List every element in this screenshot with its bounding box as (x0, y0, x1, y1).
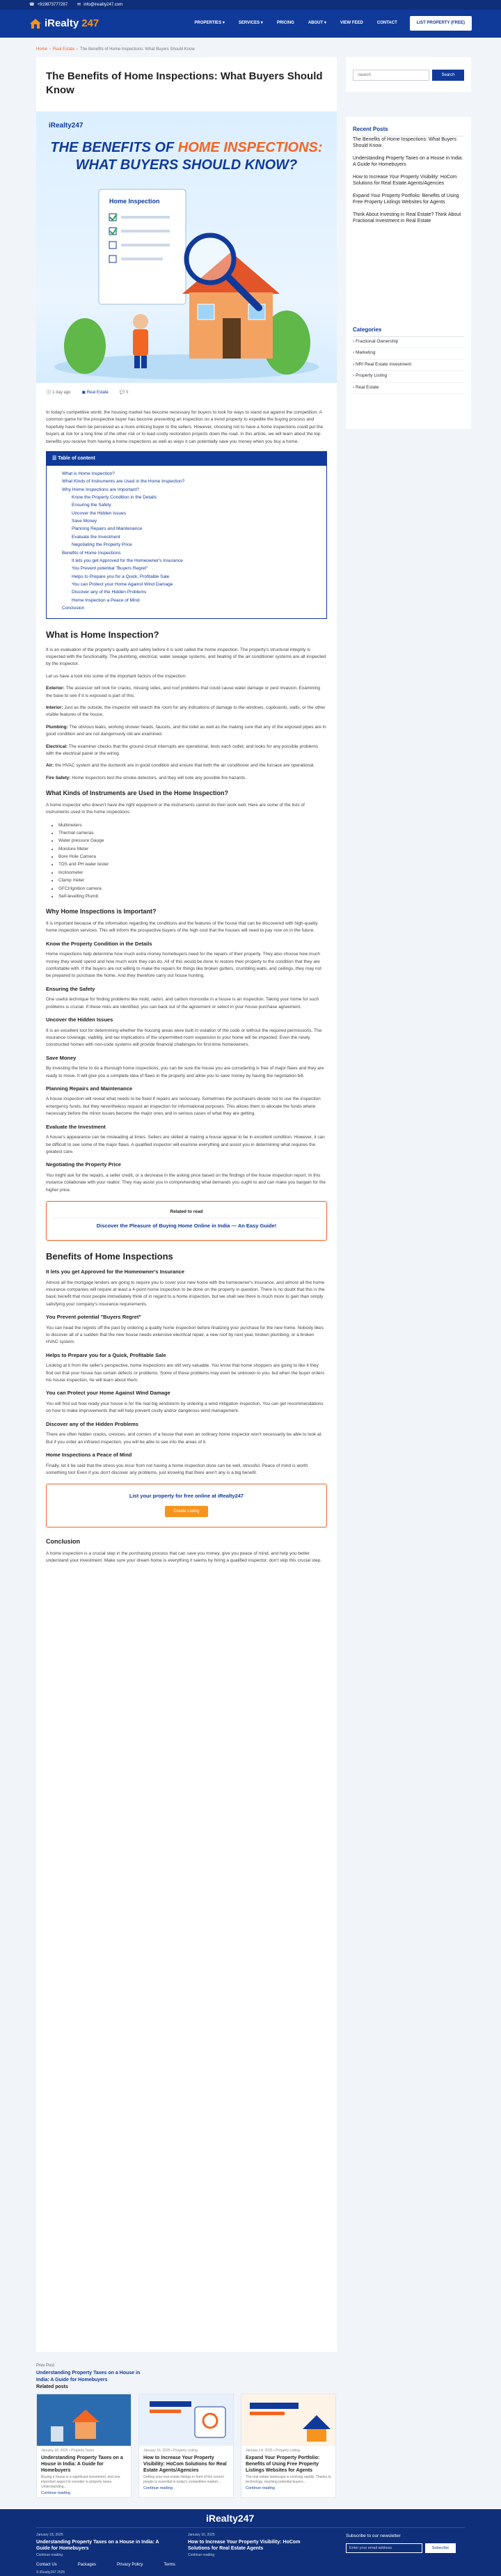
related-post-title[interactable]: How to Increase Your Property Visibility: HoCom Solutions for Real Estate Agents/Agencies (143, 2456, 227, 2474)
subsection-heading: It lets you get Approved for the Homeowner's Insurance (46, 1269, 185, 1275)
category-link[interactable]: › Marketing (353, 348, 464, 359)
hero-subtitle: WHAT BUYERS SHOULD KNOW? (75, 157, 298, 173)
footer-logo[interactable]: iRealty247 (206, 2513, 255, 2524)
toc-item[interactable]: What Kinds of Instruments are Used in the Home Inspection? (62, 479, 185, 485)
search-button[interactable]: Search (432, 70, 464, 81)
paragraph (46, 775, 327, 782)
search-input[interactable] (353, 70, 429, 81)
hero-title-accent: HOME INSPECTIONS: (177, 140, 323, 155)
hero-title-part: THE BENEFITS OF (50, 140, 178, 155)
top-contact-bar (0, 0, 501, 10)
intro-paragraph: In today's competitive world, the housing market has become necessary for buyers to look for ways to stand out against the competition. A common game for the prospective buyer has become preventing an inspection on a trend property to expedite the buying process and hopefully have them be perceived as a more enticing buyer to the sellers. However, choosing not to have a home inspections could put the buyers at risk for a long time of the other risk or to lead costly restoration projects down the road. In this article, we will learn about the top benefits you receive from having a home inspections as well as ways it can potentially save you money when you buy a home. (46, 410, 324, 444)
footer-post-date: January 18, 2025 (36, 2533, 63, 2537)
related-read-link[interactable]: Discover the Pleasure of Buying Home Online in India — An Easy Guide! (96, 1223, 277, 1230)
paragraph: It is important because of the information regarding the conditions and the features of the house that can be discovered with high-quality home inspection services. This will inform the prospective buyers of the high cost that the houses will need to pay now on in the future. (46, 920, 318, 934)
recent-posts-title: Recent Posts (353, 125, 464, 136)
footer-post-more[interactable]: Continue reading (188, 2553, 215, 2558)
recent-post-link[interactable]: Think About Investing in Real Estate? Think About Fractional Investment in Real Estate (353, 212, 461, 223)
paragraph (46, 685, 327, 700)
related-post-title[interactable]: Understanding Property Taxes on a House in India: A Guide for Homebuyers (41, 2456, 123, 2474)
sidebar-search-widget (346, 57, 471, 92)
toc-item[interactable]: Benefits of Home Inspections (62, 550, 121, 556)
section-heading: Benefits of Home Inspections (46, 1250, 173, 1262)
subscribe-button[interactable]: Subscribe (425, 2543, 456, 2553)
related-post-thumb (139, 2394, 233, 2446)
main-nav (195, 20, 397, 26)
paragraph (46, 744, 327, 758)
paragraph: You can head the regrets off the past by ordering a quality home inspection before finalizing your purchase for the new home. Nobody likes to discover all of a sudden that the new house needs extensive electrical repair, a new roof by next year, broken plumbing, or a broken HVAC system. (46, 1325, 324, 1345)
paragraph (46, 724, 327, 739)
instrument-item: • Clamp meter (58, 877, 327, 884)
post-category-text: Real Estate (86, 391, 109, 395)
toc-item[interactable]: Evaluate the Investment (72, 534, 120, 540)
subsection-heading: Negotiating the Property Price (46, 1161, 121, 1168)
instrument-item: • Moisture Meter (58, 845, 327, 853)
paragraph: A house inspection will reveal what needs to be fixed if repairs are necessary. Sometimes the purchasers decide not to use the inspection emergency funds, but they nevertheless request an inspection for informational purposes. This allows them to allocate the funds where necessary before the minor issues become the major ones and in serious cases of what they are getting. (46, 1097, 321, 1117)
paragraph: A home inspection is a crucial step in the purchasing process that can save you money, give you peace of mind, and help you better understand your investment. Make sure your dream home is everything it seems by hiring a qualified inspector, don't skip this crucial step. (46, 1550, 322, 1564)
property-tax-thumb-icon (37, 2394, 131, 2446)
instrument-list (58, 822, 327, 901)
section-heading: Why Home Inspections is Important? (46, 908, 157, 916)
recent-post-link[interactable]: How to Increase Your Property Visibility: HoCom Solutions for Real Estate Agents/Agencies (353, 174, 457, 187)
instrument-item: • Bore Hole Camera (58, 853, 327, 861)
nav-properties[interactable]: PROPERTIES ▾ (195, 20, 225, 26)
category-link[interactable]: › Real Estate (353, 383, 464, 394)
logo-text: iRealty (45, 17, 79, 29)
post-date-text: 1 day ago (52, 391, 71, 395)
post-meta (46, 390, 128, 395)
prev-post-label: Prev Post (36, 2364, 55, 2368)
paragraph: It is an excellent tool for determining whether the housing areas were built in violation of the code or without the required permissions. The insurance coverage, viability, and tax implications of the unpermitted room expansion to your home will be impacted. Even the newly constructed homes with non-code systems will provide financial challenges for first-time homeowners. (46, 1028, 322, 1048)
toc-item[interactable]: You can Protect your Home Against Wind Damage (72, 582, 173, 587)
toc-item[interactable]: Conclusion (62, 606, 85, 611)
list-property-button[interactable]: LIST PROPERTY (FREE) (410, 16, 472, 30)
nav-about[interactable]: ABOUT ▾ (308, 20, 326, 26)
phone-contact[interactable]: ☎ +919873777287 (29, 2, 68, 7)
toc-header[interactable]: ☰ Table of content (47, 452, 326, 466)
footer-divider (36, 2527, 465, 2528)
categories-title: Categories (353, 326, 464, 337)
footer-link-privacy[interactable]: Privacy Policy (117, 2563, 143, 2567)
paragraph: Finally, let it be said that the stress you incur from not having a home inspection done can be well, stressful. Peace of mind is worth something too! Even if you don't discover any problems, just knowing that there aren't any is a big benefit. (46, 1463, 308, 1475)
phone-text: +919873777287 (37, 2, 68, 7)
portfolio-thumb-icon (241, 2394, 335, 2446)
subsection-heading: Discover any of the Hidden Problems (46, 1420, 138, 1427)
term-label: Electrical: (46, 744, 68, 749)
newsletter-email-input[interactable]: Enter your email address (346, 2543, 422, 2553)
breadcrumb-home[interactable]: Home (36, 47, 48, 52)
subsection-heading: You Prevent potential "Buyers Regret" (46, 1314, 142, 1321)
footer-post[interactable] (36, 2533, 168, 2558)
article-card (36, 57, 337, 2352)
toc-item[interactable]: Know the Property Condition in the Details (72, 494, 157, 500)
term-label: Fire Safety: (46, 775, 71, 780)
nav-services[interactable]: SERVICES ▾ (239, 20, 263, 26)
related-post-thumb (37, 2394, 131, 2446)
newsletter-form (346, 2533, 471, 2553)
section-heading: What is Home Inspection? (46, 629, 159, 640)
post-category[interactable]: ▣ Real Estate (81, 391, 109, 395)
subsection-heading: Save Money (46, 1054, 77, 1061)
subsection-heading: You can Protect your Home Against Wind Damage (46, 1390, 170, 1397)
related-post-meta: January 18, 2025 • Property Taxes (41, 2449, 95, 2453)
instrument-item: • Thermal cameras (58, 829, 327, 837)
term-text: The assessor will look for cracks, missing sides, and roof problems that could cause water damage or pest invasion. Examining the base to see if it is exposed is part of this. (46, 686, 321, 698)
toc-item[interactable]: Uncover the Hidden Issues (72, 510, 127, 516)
create-listing-button[interactable]: Create Listing (165, 1506, 207, 1517)
recent-post-link[interactable]: Expand Your Property Portfolio: Benefits of Using Free Property Listings Websites for Agents (353, 193, 459, 205)
prev-post-title[interactable]: Understanding Property Taxes on a House in India: A Guide for Homebuyers (36, 2371, 141, 2383)
breadcrumb-category[interactable]: Real Estate (53, 47, 75, 52)
site-header (0, 10, 501, 38)
paragraph: You will find out how ready your house is for the real big windstorm by ordering a wind mitigation inspection. You can get recommendations on how to make improvements that will help prevent costly and/or dangerous wind management. (46, 1401, 324, 1414)
house-logo-icon (29, 18, 42, 29)
paragraph: One useful technique for finding problems like mold, radon, and carbon monoxide in a house is an inspection. Taking your home for such problems is crucial. If these risks are identified, you can back out of the agreement or select in your house purchase agreement. (46, 997, 319, 1010)
paragraph: By investing the time to do a thorough home inspections, you can be sure the house you are considering is free of major flaws and they are ready to move. It will give you a complete idea of flaws in the property and allow you to save money by having the negotiation bill. (46, 1066, 324, 1078)
footer-link-contact[interactable]: Contact Us (36, 2563, 57, 2567)
toc-item[interactable]: You Prevent potential "Buyers Regret" (72, 566, 148, 572)
instrument-item: • Inclinometer (58, 869, 327, 877)
paragraph: Almost all the mortgage lenders are going to require you to cover your new home with the homeowner's insurance, and almost all the home insurance companies will require at least a 4-point home inspection to be done on the property in question. There is no doubt that this is the basic benefit that most people immediately think of in regard to a home inspection, but we shall see there is much more to gain than simply satisfying your company's insurance requirements. (46, 1280, 325, 1307)
related-post-card[interactable] (138, 2394, 234, 2498)
subsection-heading: Planning Repairs and Maintenance (46, 1085, 133, 1092)
related-post-excerpt: The real estate landscape is evolving rapidly. Thanks to technology, reaching potential buyers... (246, 2475, 331, 2485)
prev-post-nav[interactable] (36, 2363, 148, 2384)
paragraph (46, 705, 327, 719)
email-text: info@ireality247.com (84, 2, 123, 7)
related-posts (36, 2394, 337, 2498)
related-post-meta: January 16, 2025 • Property Listing (143, 2449, 198, 2453)
footer-post-date: January 16, 2025 (188, 2533, 215, 2537)
hero-image (36, 111, 337, 383)
recent-posts-widget (346, 117, 471, 317)
paragraph: Home inspections help determine how much extra money homebuyers need for the repairs of their property. They also choose how much money they would spend and how much work they can do. All of this would be done to restore their property to the condition that they are comfortable with. If the buyers are not willing to make the repairs for things like broken gutters, crumbling walls, and ceilings, they may not be prepared to purchase the home. And they therefore carry out house hunting. (46, 952, 321, 979)
toc-item[interactable]: Why Home Inspections are Important? (62, 487, 139, 492)
toc-item[interactable]: Discover any of the Hidden Problems (72, 590, 147, 595)
paragraph: There are often hidden cracks, crevices, and corners of a house that even an ordinary home inspector won't necessarily be able to look at. But if you order an infrared inspection, you will be able to see into the areas of it. (46, 1432, 323, 1445)
continue-reading-link[interactable]: Continue reading (246, 2486, 275, 2491)
related-posts-heading: Related posts (36, 2385, 68, 2389)
instrument-item: • TDS and PH water tester (58, 861, 327, 868)
category-link[interactable]: › Property Listing (353, 371, 464, 382)
paragraph: It is an evaluation of the property's quality and safety before it is sold called the home inspection. The property's structural integrity is inspected with the functionality. The plumbing, electrical, water sewage systems, and heating of the air conditioner systems are all inspected by the inspector. (46, 647, 326, 667)
toc-item[interactable]: Save Money (72, 519, 97, 524)
related-read-title: Related to read (54, 1209, 319, 1218)
paragraph: A house's appearance can be misleading at times. Sellers are skilled at making a house appear to be in excellent condition. However, it can be difficult to see some of the major flaws. A qualified inspector will examine everything and assist you in determining what requires the greatest care. (46, 1135, 325, 1154)
toc-item[interactable]: Ensuring the Safety (72, 503, 111, 508)
toc-item[interactable]: Negotiating the Property Price (72, 542, 132, 548)
subsection-heading: Helps to Prepare you for a Quick, Profitable Sale (46, 1351, 166, 1358)
footer-post[interactable] (188, 2533, 320, 2558)
paragraph: A home inspector who doesn't have the right equipment or the instruments cannot do their work well. Here are some of the lists of instruments used in the home inspections: (46, 802, 305, 815)
categories-list (353, 337, 464, 394)
section-heading: Conclusion (46, 1538, 80, 1546)
continue-reading-link[interactable]: Continue reading (143, 2486, 173, 2491)
related-post-excerpt: Getting your real estate listings in front of the correct people is essential in today's competitive market... (143, 2475, 224, 2485)
term-label: Exterior: (46, 686, 65, 691)
toc-item[interactable]: Home Inspection a Peace of Mind (72, 597, 140, 603)
article-body (46, 409, 327, 1570)
newsletter-label: Subscribe to our newsletter (346, 2534, 401, 2538)
continue-reading-link[interactable]: Continue reading (41, 2491, 70, 2496)
instrument-item: • Self-levelling Plumb (58, 893, 327, 900)
related-post-title[interactable]: Expand Your Property Portfolio: Benefits of Using Free Property Listings Websites for Agents (246, 2456, 320, 2474)
toc-list (47, 466, 326, 618)
related-post-excerpt: Buying a house is a significant investment, and one important aspect to consider is property taxes. Understanding... (41, 2475, 120, 2490)
email-contact[interactable]: ✉ info@ireality247.com (77, 2, 123, 7)
breadcrumb: Home › Real Estate › The Benefits of Home Inspections: What Buyers Should Know (36, 47, 195, 52)
nav-view-feed[interactable]: VIEW FEED (340, 21, 363, 26)
term-text: The examiner checks that the ground circuit interrupts are operational, tests each outlet, and looks for any possible problems with the electrical panel or the wiring. (46, 744, 319, 756)
term-label: Air: (46, 763, 54, 769)
related-read-box (46, 1201, 327, 1241)
paragraph: You might ask for the repairs, a seller credit, or a decrease in the asking price based on the findings of the house inspection report. In this instance collaborate with your realtor. They may assist you in comprehending what demands you ought to and can make you bargain for the higher price. (46, 1172, 326, 1193)
hero-brand: iRealty247 (49, 122, 84, 129)
recent-post-link[interactable]: The Benefits of Home Inspections: What Buyers Should Know (353, 137, 457, 149)
recent-post-link[interactable]: Understanding Property Taxes on a House in India: A Guide for Homebuyers (353, 155, 463, 168)
subsection-heading: Know the Property Condition in the Details (46, 940, 152, 947)
nav-contact[interactable]: CONTACT (376, 21, 397, 26)
paragraph (46, 762, 327, 769)
term-label: Interior: (46, 705, 63, 711)
instrument-item: • Multimeters (58, 822, 327, 829)
recent-posts-list (353, 136, 464, 230)
post-comments-count: 0 (126, 391, 129, 395)
site-logo[interactable] (29, 16, 99, 31)
list-property-promo (46, 1484, 327, 1527)
post-comments[interactable]: 💬 0 (119, 391, 129, 395)
paragraph: Looking at it from the seller's perspective, home inspections are still very valuable. You know that home shoppers are going to like it they find out that your house has certain defects or problems. Some of these problems may even be unknown to you, but when the buyer orders his house inspection, he will learn about them. (46, 1363, 324, 1383)
toc-item[interactable]: Helps to Prepare you for a Quick, Profitable Sale (72, 574, 170, 579)
categories-widget (346, 317, 471, 429)
term-label: Plumbing: (46, 724, 68, 730)
toc-item[interactable]: What is Home Inspection? (62, 471, 115, 476)
footer-link-packages[interactable]: Packages (77, 2563, 97, 2567)
footer-post-more[interactable]: Continue reading (36, 2553, 63, 2558)
term-text: Just as the outside, the inspector will search the room for any indications of damage to the windows, cupboards, walls, or the other visible features of the house. (46, 705, 326, 718)
related-post-thumb (241, 2394, 335, 2446)
related-post-meta: January 14, 2025 • Property Listing (246, 2449, 300, 2453)
copyright: © iRealty247 2025 (36, 2570, 65, 2575)
category-link[interactable]: › NRI Real Estate Investment (353, 360, 464, 371)
term-text: The obvious leaks, working shower heads, faucets, and the toilet as well as the making sure that any of the exposed pipes are in good condition and are not dangerously old are examined. (46, 724, 326, 737)
toc-item[interactable]: Planning Repairs and Maintenance (72, 526, 143, 532)
logo-accent-text: 247 (81, 17, 100, 29)
section-heading: What Kinds of Instruments are Used in the Home Inspection? (46, 790, 229, 797)
subsection-heading: Evaluate the Investment (46, 1123, 106, 1130)
hero-title (36, 139, 337, 174)
subsection-heading: Ensuring the Safety (46, 985, 95, 992)
related-post-card[interactable] (36, 2394, 132, 2498)
subsection-heading: Uncover the Hidden Issues (46, 1016, 113, 1023)
breadcrumb-current: The Benefits of Home Inspections: What Buyers Should Know (80, 47, 195, 52)
visibility-thumb-icon (139, 2394, 233, 2446)
page-title: The Benefits of Home Inspections: What Buyers Should Know (46, 70, 323, 97)
instrument-item: • Water pressure Gauge (58, 837, 327, 845)
list-promo-title: List your property for free online at iRealty247 (129, 1493, 244, 1500)
toc-title: Table of content (58, 455, 95, 461)
nav-pricing[interactable]: PRICING (276, 21, 294, 26)
footer-post-title[interactable]: Understanding Property Taxes on a House in India: A Guide for Homebuyers (36, 2540, 159, 2552)
instrument-item: • GFCI/Ignition camera (58, 885, 327, 893)
footer-link-terms[interactable]: Terms (164, 2563, 175, 2567)
term-text: the HVAC system and the ductwork are in good condition and ensure that both the air conditioner and the furnace are operational. (54, 763, 315, 769)
footer-post-title[interactable]: How to Increase Your Property Visibility: HoCom Solutions for Real Estate Agents (188, 2540, 301, 2552)
term-text: Home inspectors test the smoke detectors, and they will note any possible fire hazards. (70, 775, 246, 780)
site-footer (0, 2509, 501, 2576)
hero-doc-title: Home Inspection (109, 198, 160, 205)
paragraph: Let us have a look into some of the important factors of the inspection: (46, 673, 186, 679)
category-link[interactable]: › Fractional Ownership (353, 337, 464, 348)
related-post-card[interactable] (241, 2394, 336, 2498)
footer-links (36, 2562, 175, 2568)
toc-item[interactable]: It lets you get Approved for the Homeowner's Insurance (72, 558, 183, 563)
subsection-heading: Home Inspections a Peace of Mind (46, 1452, 132, 1459)
post-date: 🕓 1 day ago (46, 391, 71, 395)
table-of-contents (46, 451, 327, 619)
inspection-illustration (36, 175, 337, 383)
